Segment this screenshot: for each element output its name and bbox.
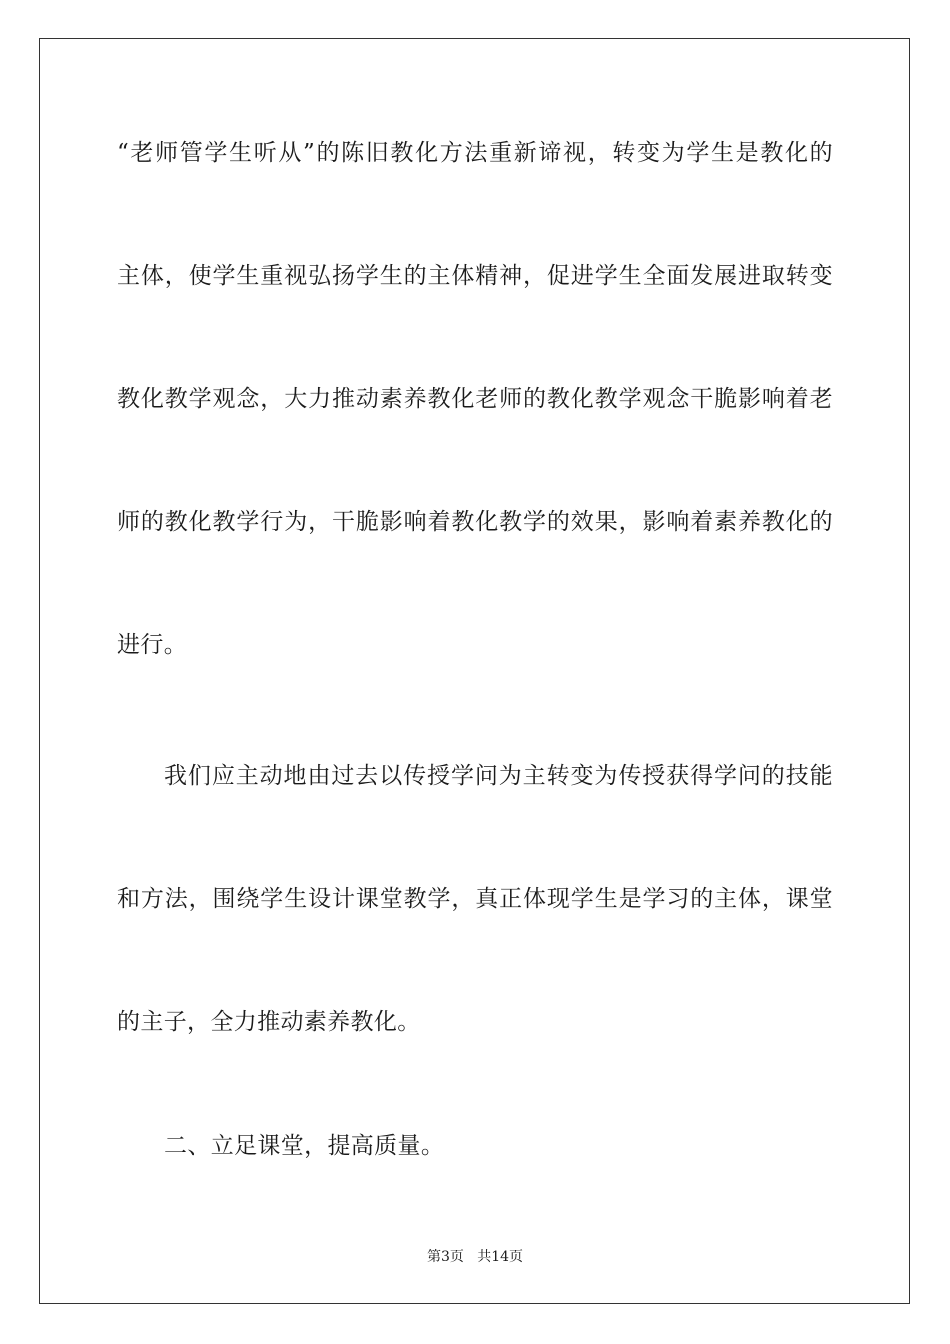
- paragraph-line-7: 和方法，围绕学生设计课堂教学，真正体现学生是学习的主体，课堂: [117, 886, 833, 912]
- page-border: [39, 38, 910, 1304]
- paragraph-line-5: 进行。: [117, 632, 188, 658]
- paragraph-line-3: 教化教学观念，大力推动素养教化老师的教化教学观念干脆影响着老: [117, 386, 833, 412]
- paragraph-line-6: 我们应主动地由过去以传授学问为主转变为传授获得学问的技能: [164, 763, 833, 789]
- paragraph-line-4: 师的教化教学行为，干脆影响着教化教学的效果，影响着素养教化的: [117, 509, 833, 535]
- paragraph-line-1: “老师管学生听从”的陈旧教化方法重新谛视，转变为学生是教化的: [117, 140, 833, 166]
- page-footer: 第3页 共14页: [426, 1249, 524, 1265]
- paragraph-line-2: 主体，使学生重视弘扬学生的主体精神，促进学生全面发展进取转变: [117, 263, 833, 289]
- paragraph-line-8: 的主子，全力推动素养教化。: [117, 1009, 421, 1035]
- section-heading: 二、立足课堂，提高质量。: [164, 1133, 445, 1159]
